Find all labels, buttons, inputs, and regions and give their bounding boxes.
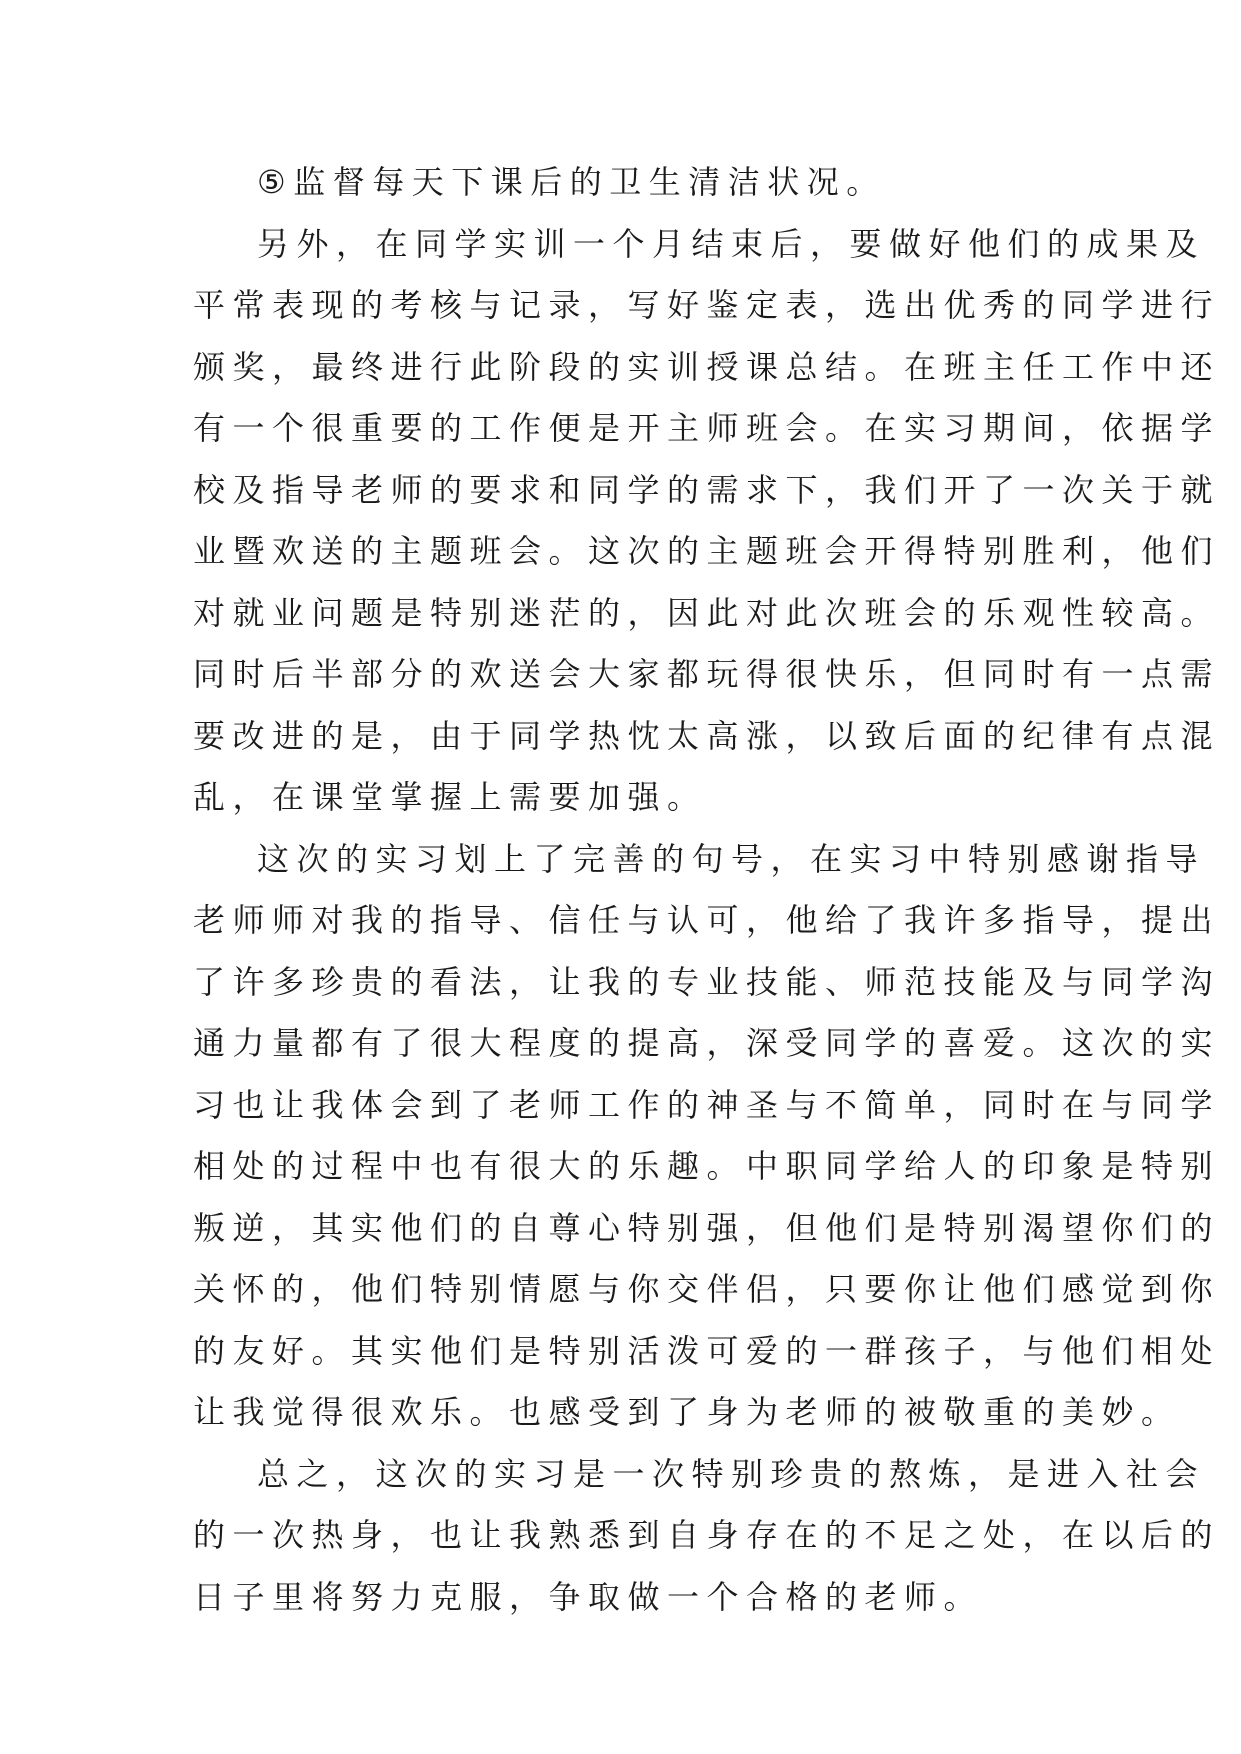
text-line: 习也让我体会到了老师工作的神圣与不简单，同时在与同学 [193,1085,1221,1124]
text-line: ⑤监督每天下课后的卫生清洁状况。 [257,163,886,201]
text-line: 叛逆，其实他们的自尊心特别强，但他们是特别渴望你们的 [193,1208,1221,1247]
text-line: 颁奖，最终进行此阶段的实训授课总结。在班主任工作中还 [193,347,1221,386]
text-line: 总之，这次的实习是一次特别珍贵的熬炼，是进入社会 [257,1454,1206,1493]
body-text [193,152,1221,1628]
text-line: 乱，在课堂掌握上需要加强。 [193,778,707,816]
text-line: 要改进的是，由于同学热忱太高涨，以致后面的纪律有点混 [193,716,1221,755]
text-line: 校及指导老师的要求和同学的需求下，我们开了一次关于就 [193,470,1221,509]
text-line: 通力量都有了很大程度的提高，深受同学的喜爱。这次的实 [193,1024,1221,1062]
text-line: 业暨欢送的主题班会。这次的主题班会开得特别胜利，他们 [193,532,1221,570]
text-line: 的友好。其实他们是特别活泼可爱的一群孩子，与他们相处 [193,1331,1221,1370]
text-line: 日子里将努力克服，争取做一个合格的老师。 [193,1577,984,1616]
text-line: 让我觉得很欢乐。也感受到了身为老师的被敬重的美妙。 [193,1393,1181,1431]
text-line: 平常表现的考核与记录，写好鉴定表，选出优秀的同学进行 [193,286,1221,324]
text-line: 的一次热身，也让我熟悉到自身存在的不足之处，在以后的 [193,1516,1221,1554]
text-line: 关怀的，他们特别情愿与你交伴侣，只要你让他们感觉到你 [193,1270,1221,1308]
text-line: 老师师对我的指导、信任与认可，他给了我许多指导，提出 [193,901,1221,939]
text-line: 了许多珍贵的看法，让我的专业技能、师范技能及与同学沟 [193,962,1221,1001]
text-line: 同时后半部分的欢送会大家都玩得很快乐，但同时有一点需 [193,655,1221,693]
text-line: 有一个很重要的工作便是开主师班会。在实习期间，依据学 [193,409,1221,447]
text-line: 对就业问题是特别迷茫的，因此对此次班会的乐观性较高。 [193,593,1221,632]
text-line: 相处的过程中也有很大的乐趣。中职同学给人的印象是特别 [193,1147,1221,1185]
text-line: 另外，在同学实训一个月结束后，要做好他们的成果及 [257,224,1206,263]
text-line: 这次的实习划上了完善的句号，在实习中特别感谢指导 [257,839,1206,878]
